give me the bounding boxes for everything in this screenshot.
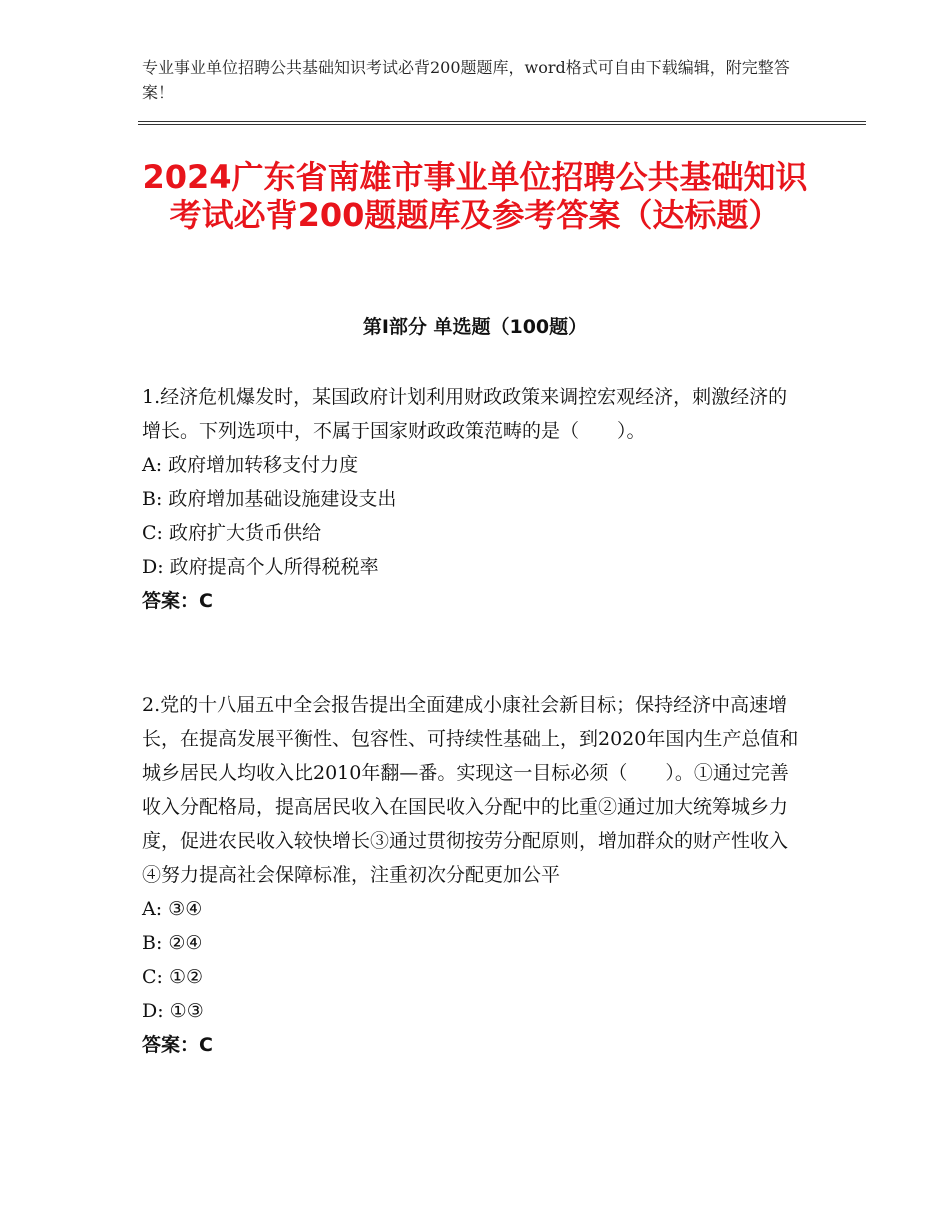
option-d: D: ①③ [142, 1000, 204, 1022]
question-2 [142, 688, 802, 1062]
question-stem: 2.党的十八届五中全会报告提出全面建成小康社会新目标；保持经济中高速增长，在提高发展平衡性、包容性、可持续性基础上，到2020年国内生产总值和城乡居民人均收入比2010年翻—番。实现这一目标必须（ ）。①通过完善收入分配格局，提高居民收入在国民收入分配中的比重②通过加大统筹城乡力度，促进农民收入较快增长③通过贯彻按劳分配原则，增加群众的财产性收入④努力提高社会保障标准，注重初次分配更加公平 [142, 694, 799, 886]
option-b: B: ②④ [142, 932, 203, 954]
option-a: A: 政府增加转移支付力度 [142, 454, 359, 476]
section-heading: 第Ⅰ部分 单选题（100题） [362, 316, 588, 338]
header-rule [138, 121, 866, 122]
option-c: C: 政府扩大货币供给 [142, 522, 321, 544]
document-title: 2024广东省南雄市事业单位招聘公共基础知识考试必背200题题库及参考答案（达标题） [142, 158, 808, 234]
option-a: A: ③④ [142, 898, 203, 920]
option-c: C: ①② [142, 966, 204, 988]
question-1 [142, 380, 802, 618]
question-stem: 1.经济危机爆发时，某国政府计划利用财政政策来调控宏观经济，刺激经济的增长。下列选项中，不属于国家财政政策范畴的是（ ）。 [142, 386, 788, 442]
answer: 答案：C [142, 1034, 213, 1056]
option-d: D: 政府提高个人所得税税率 [142, 556, 379, 578]
option-b: B: 政府增加基础设施建设支出 [142, 488, 397, 510]
header-note: 专业事业单位招聘公共基础知识考试必背200题题库，word格式可自由下载编辑，附完整答案！ [142, 58, 790, 102]
header-rule-second [138, 124, 866, 125]
answer: 答案：C [142, 590, 213, 612]
